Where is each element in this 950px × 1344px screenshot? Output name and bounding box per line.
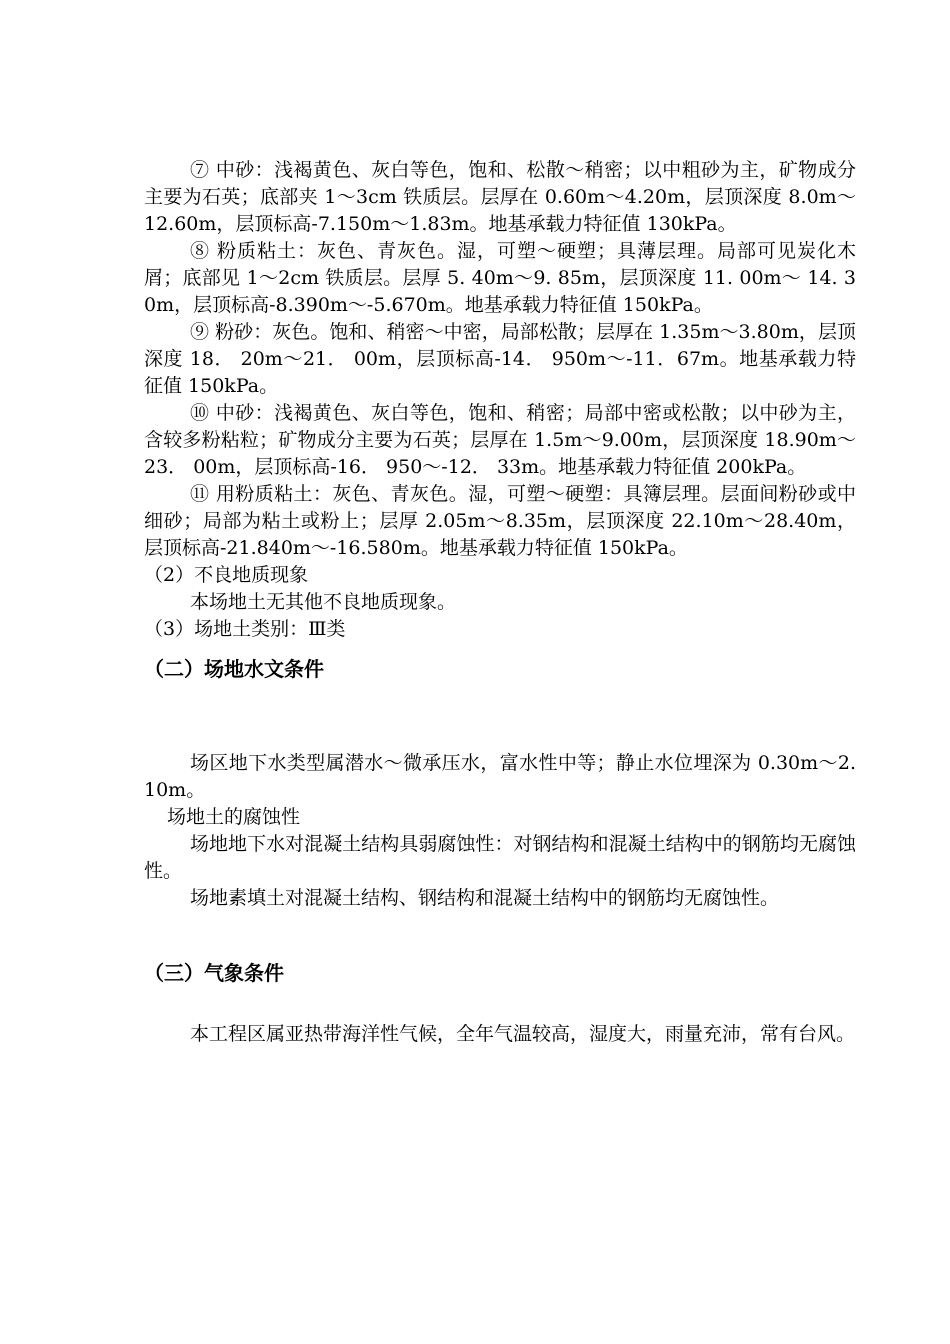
hydrology-heading: （二）场地水文条件 [144,657,324,681]
stratum-11-paragraph: ⑪ 用粉质粘土：灰色、青灰色。湿，可塑～硬塑：具簿层理。层面间粉砂或中细砂；局部为粘土或粉上；层厚 2.05m～8.35m，层顶深度 22.10m～28.40m，层顶标高-21.840m～-16.580m。地基承载力特征值 150kPa。 [144,483,856,559]
groundwater-corrosion-paragraph: 场地地下水对混凝土结构具弱腐蚀性：对钢结构和混凝土结构中的钢筋均无腐蚀性。 [144,833,856,882]
groundwater-paragraph: 场区地下水类型属潜水～微承压水，富水性中等；静止水位埋深为 0.30m～2.10m。 [144,752,856,801]
document-body [144,157,856,1048]
adverse-geology-text: 本场地土无其他不良地质现象。 [190,591,457,613]
climate-paragraph: 本工程区属亚热带海洋性气候，全年气温较高，湿度大，雨量充沛，常有台风。 [190,1023,856,1045]
stratum-10-paragraph: ⑩ 中砂：浅褐黄色、灰白等色，饱和、稍密；局部中密或松散；以中砂为主，含较多粉粘粒；矿物成分主要为石英；层厚在 1.5m～9.00m，层顶深度 18.90m～23． 00m，层顶标高-16． 950～-12． 33m。地基承载力特征值 200kPa。 [144,402,856,478]
climate-heading: （三）气象条件 [144,961,284,985]
site-soil-class: （3）场地土类别：Ⅲ类 [144,618,346,640]
stratum-7-paragraph: ⑦ 中砂：浅褐黄色、灰白等色，饱和、松散～稍密；以中粗砂为主，矿物成分主要为石英；底部夹 1～3cm 铁质层。层厚在 0.60m～4.20m，层顶深度 8.0m～12.60m，层顶标高-7.150m～1.83m。地基承载力特征值 130kPa。 [144,159,856,235]
adverse-geology-title: （2）不良地质现象 [144,564,309,586]
stratum-8-paragraph: ⑧ 粉质粘土：灰色、青灰色。湿，可塑～硬塑；具薄层理。局部可见炭化木屑；底部见 1～2cm 铁质层。层厚 5. 40m～9. 85m，层顶深度 11. 00m～ 14. 30m，层顶标高-8.390m～-5.670m。地基承载力特征值 150kPa。 [144,240,856,316]
stratum-9-paragraph: ⑨ 粉砂：灰色。饱和、稍密～中密，局部松散；层厚在 1.35m～3.80m，层顶深度 18． 20m～21． 00m，层顶标高-14． 950m～-11．67m。地基承载力特征值 150kPa。 [144,321,856,397]
fill-soil-corrosion-paragraph: 场地素填土对混凝土结构、钢结构和混凝土结构中的钢筋均无腐蚀性。 [190,887,780,909]
corrosion-subtitle: 场地土的腐蚀性 [167,806,301,828]
